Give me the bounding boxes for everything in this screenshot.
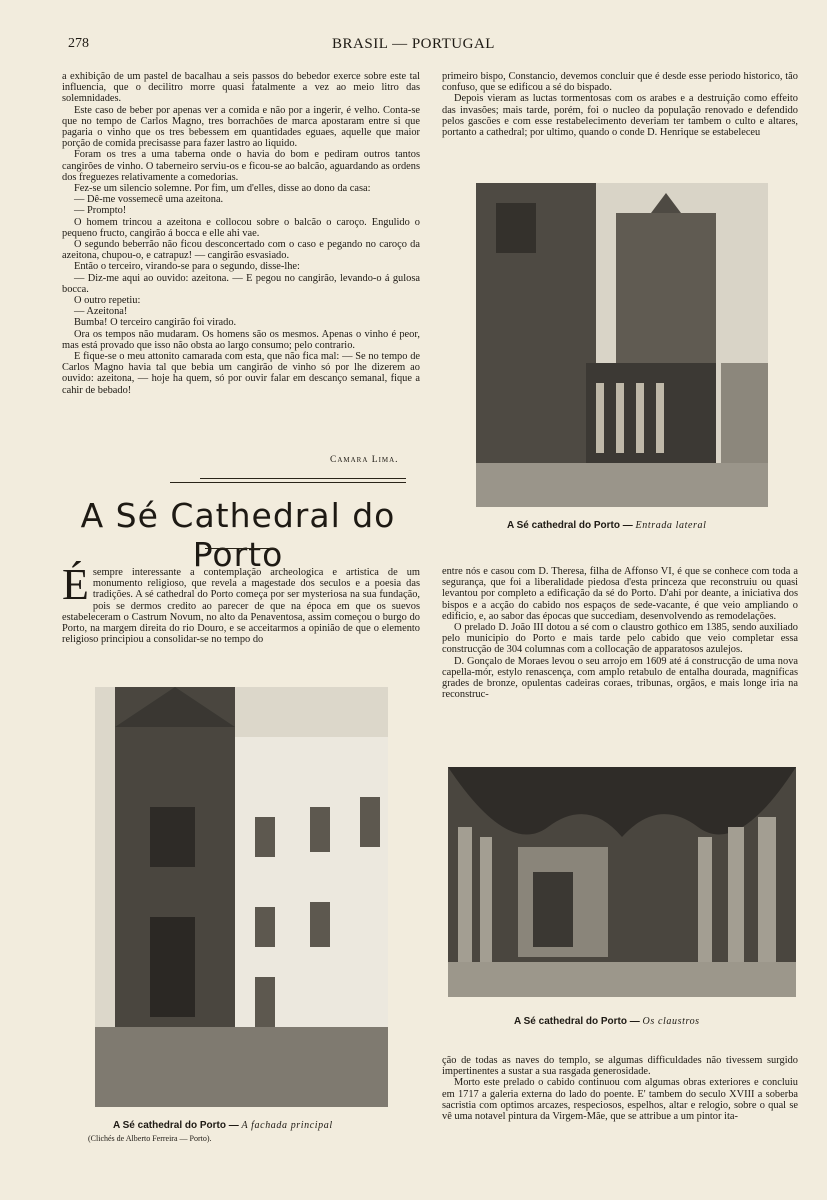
divider-rule (200, 478, 406, 479)
caption-subtitle: Os claustros (642, 1016, 700, 1027)
article-paragraph: Depois vieram as luctas tormentosas com os arabes e a destruição como effeito das invasões; mais tarde, porém, foi o nucleo da população renovado e defendido pelos gascões e com esse restabelecimento deveriam ter tambem o culto e altares, portanto a cathedral; por ultimo, quando o conde D. Henrique se estabeleceu (442, 93, 798, 139)
story-paragraph: Ora os tempos não mudaram. Os homens são os mesmos. Apenas o vinho é peor, mas está provado que isso não obsta ao largo consumo; pelo contrario. (62, 328, 420, 351)
caption-side-entrance (507, 520, 707, 531)
story-paragraph: — Azeitona! (74, 306, 128, 318)
running-title: BRASIL — PORTUGAL (332, 36, 495, 52)
caption-cloister (514, 1016, 700, 1027)
article-paragraph: D. Gonçalo de Moraes levou o seu arrojo em 1609 até á construcção de uma nova capella-mór, estylo renascença, com amplo retabulo de entalha dourada, magnificas grades de bronze, opulentas cadeiras coraes, tribunas, orgãos, e mais longe iria na reconstruc- (442, 655, 798, 701)
photo-side-entrance (476, 183, 768, 507)
divider-rule (170, 482, 406, 483)
article-column-right-top (442, 71, 798, 138)
article-paragraph: entre nós e casou com D. Theresa, filha de Affonso VI, é que se conhece com toda a segurança, que foi a liberalidade piedosa d'esta princeza que reconstruiu ou quasi levantou por completo a edificação da sé do Porto. D'ahi por deante, a iniciativa dos bispos e a acção do cabido nos espaços de sede-vacante, é que veio ampliando o edificio, e, ao sabor das épocas que succediam, desenvolvendo as remodelações. (442, 566, 798, 622)
photo-facade (95, 687, 388, 1107)
story-paragraph: Foram os tres a uma taberna onde o havia do bom e pediram outros tantos cangirões de vinho. O taberneiro serviu-os e ficou-se ao balcão, aguardando as ordens dos freguezes relativamente a comedorias. (62, 149, 420, 183)
caption-subtitle: A fachada principal (241, 1120, 333, 1131)
story-paragraph: — Diz-me aqui ao ouvido: azeitona. — E pegou no cangirão, levando-o á gulosa bocca. (62, 272, 420, 295)
cathedral-side-illustration (476, 183, 768, 507)
caption-facade (113, 1120, 333, 1131)
cathedral-facade-illustration (95, 687, 388, 1107)
story-paragraph: — Dê-me vossemecê uma azeitona. (74, 194, 224, 206)
caption-subtitle: Entrada lateral (635, 520, 707, 531)
story-paragraph: Este caso de beber por apenas ver a comida e não por a ingerir, é velho. Conta-se que no tempo de Carlos Magno, tres borrachões de marca apostaram entre si que pagaria o vinho que os tres bebessem em quantidades eguaes, aquelle que maior porção de comida precisasse para fazer lastro ao liquido. (62, 104, 420, 150)
photo-cloister (448, 767, 796, 997)
story-paragraph: O outro repetiu: (74, 295, 141, 307)
article-paragraph: Morto este prelado o cabido continuou com algumas obras exteriores e concluiu em 1717 a galeria externa do lado do poente. E' tambem do seculo XVIII a soberba sacristia com optimos arcazes, respeciosos, espelhos, altar e relogio, sobre o qual se vê uma notavel pintura da Virgem-Mãe, que se attribue a um pintor ita- (442, 1077, 798, 1123)
cloister-illustration (448, 767, 796, 997)
article-paragraph: primeiro bispo, Constancio, devemos concluir que é desde esse periodo historico, tão confuso, que se edificou a sé do bispado. (442, 71, 798, 94)
article-title: A Sé Cathedral do Porto (80, 496, 396, 574)
caption-label: A Sé cathedral do Porto — (113, 1120, 239, 1131)
title-underline (205, 548, 275, 549)
story-paragraph: — Prompto! (74, 205, 127, 217)
story-column (62, 71, 420, 396)
drop-cap: É (62, 560, 89, 609)
caption-label: A Sé cathedral do Porto — (514, 1016, 640, 1027)
story-paragraph: Então o terceiro, virando-se para o segundo, disse-lhe: (74, 261, 300, 273)
story-paragraph: a exhibição de um pastel de bacalhau a seis passos do bebedor exerce sobre este tal influencia, que o decilitro morre quasi fatalmente a vez ao meio litro das solemnidades. (62, 71, 420, 105)
story-paragraph: O segundo beberrão não ficou desconcertado com o caso e pegando no caroço da azeitona, chupou-o, e catrapuz! — cangirão esvasiado. (62, 239, 420, 262)
story-paragraph: Bumba! O terceiro cangirão foi virado. (74, 317, 237, 329)
article-paragraph: ção de todas as naves do templo, se algumas difficuldades não tivessem surgido impertinentes a sustar a sua rasgada generosidade. (442, 1055, 798, 1078)
article-column-right-bottom (442, 1055, 798, 1122)
article-column-right-mid (442, 566, 798, 700)
article-paragraph: O prelado D. João III dotou a sé com o claustro gothico em 1385, sendo auxiliado pelo municipio do Porto e mais tarde pelo cabido que veio completar essa construcção de 304 columnas com a collocação de apparatosos azulejos. (442, 622, 798, 656)
caption-label: A Sé cathedral do Porto — (507, 520, 633, 531)
photo-credit: (Clichés de Alberto Ferreira — Porto). (88, 1134, 212, 1143)
story-paragraph: E fique-se o meu attonito camarada com esta, que não fica mal: — Se no tempo de Carlos Magno havia tal que bebia um cangirão de vinho só por lhe dizerem ao ouvido: azeitona, — hoje ha quem, só por ouvir falar em descanço semanal, fique a cahir de bebado! (62, 351, 420, 396)
article-intro (62, 560, 420, 646)
story-signature: Camara Lima. (330, 455, 399, 465)
article-intro-text: sempre interessante a contemplação archeologica e artistica de um monumento religioso, que revela a magestade dos seculos e a poesia das tradições. A sé cathedral do Porto começa por ser mysteriosa na sua fundação, pois se dermos credito ao parecer de que na época em que os suevos estabeleceram o Castrum Novum, no alto da Penaventosa, assim começou o burgo do Porto, na margem direita do rio Douro, e se acceitarmos a opinião de que o elemento religioso principiou a consolidar-se no tempo do (62, 567, 420, 646)
story-paragraph: O homem trincou a azeitona e collocou sobre o balcão o caroço. Engulido o pequeno fructo, cangirão á bocca e elle ahi vae. (62, 216, 420, 239)
story-paragraph: Fez-se um silencio solemne. Por fim, um d'elles, disse ao dono da casa: (74, 183, 371, 195)
page-number: 278 (68, 36, 89, 51)
